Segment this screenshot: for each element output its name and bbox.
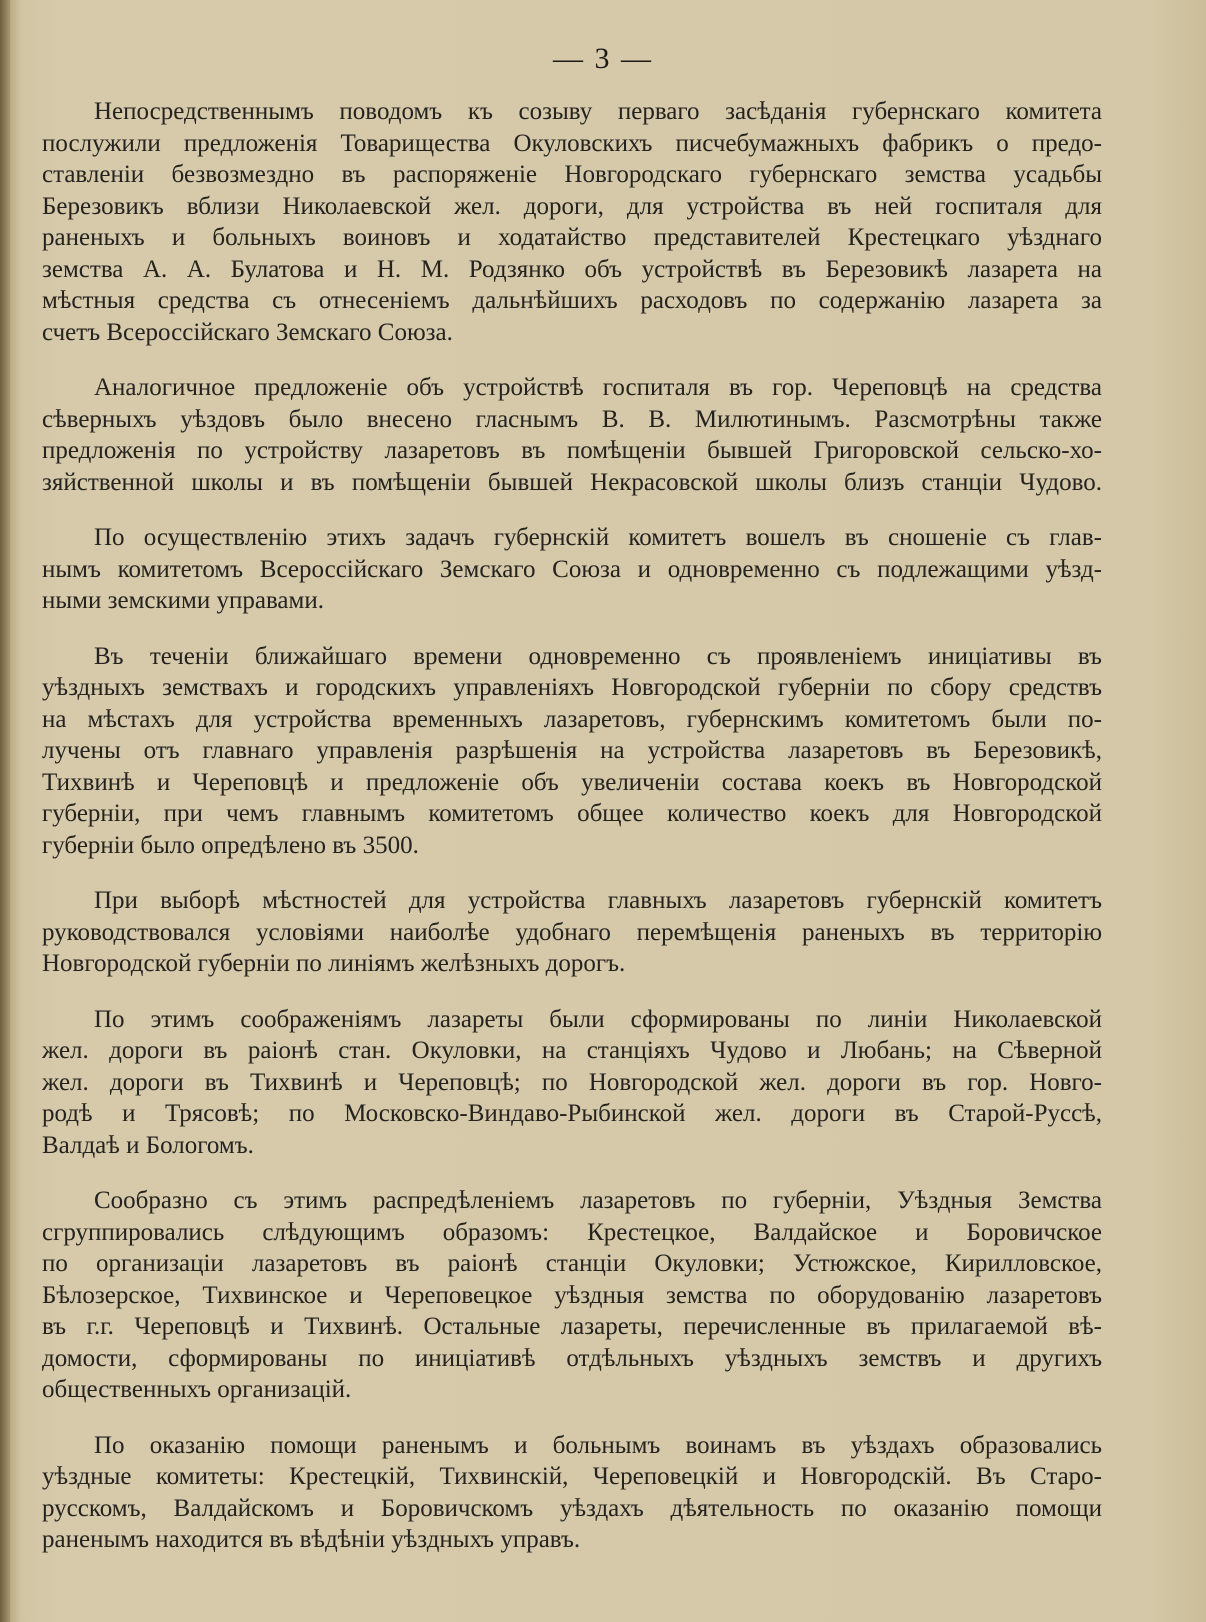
text-line: въ г.г. Череповцѣ и Тихвинѣ. Остальные лазареты, перечисленные въ прилагаемой вѣ- [42, 1313, 1102, 1340]
text-line: Валдаѣ и Бологомъ. [42, 1131, 254, 1159]
text-line: По оказанію помощи раненымъ и больнымъ воинамъ въ уѣздахъ образовались [94, 1431, 1102, 1459]
text-line: родѣ и Трясовѣ; по Московско-Виндаво-Рыбинской жел. дороги въ Старой-Руссѣ, [42, 1100, 1102, 1127]
text-line: русскомъ, Валдайскомъ и Боровичскомъ уѣздахъ дѣятельность по оказанію помощи [42, 1494, 1102, 1522]
text-line: лучены отъ главнаго управленія разрѣшенія на устройства лазаретовъ въ Березовикѣ, [42, 737, 1102, 764]
text-line: счетъ Всероссійскаго Земскаго Союза. [42, 318, 453, 346]
text-line: нымъ комитетомъ Всероссійскаго Земскаго Союза и одновременно съ подлежащими уѣзд- [42, 555, 1102, 583]
text-line: Въ теченіи ближайшаго времени одновременно съ проявленіемъ иниціативы въ [94, 642, 1102, 670]
text-line: на мѣстахъ для устройства временныхъ лазаретовъ, губернскимъ комитетомъ были по- [42, 705, 1102, 733]
text-line: Непосредственнымъ поводомъ къ созыву перваго засѣданія губернскаго комитета [94, 98, 1102, 125]
text-line: раненымъ находится въ вѣдѣніи уѣздныхъ управъ. [42, 1526, 581, 1553]
text-line: Березовикъ вблизи Николаевской жел. дороги, для устройства въ ней госпиталя для [42, 192, 1102, 220]
text-line: предложенія по устройству лазаретовъ въ помѣщеніи бывшей Григоровской сельско-хо- [42, 437, 1102, 464]
text-line: губерніи, при чемъ главнымъ комитетомъ общее количество коекъ для Новгородской [42, 800, 1102, 827]
paragraph-8 [42, 1430, 1102, 1556]
text-line: по организаціи лазаретовъ въ раіонѣ станціи Окуловки; Устюжское, Кирилловское, [42, 1250, 1102, 1277]
text-line: земства А. А. Булатова и Н. М. Родзянко объ устройствѣ въ Березовикѣ лазарета на [42, 255, 1102, 283]
text-line: сгруппировались слѣдующимъ образомъ: Крестецкое, Валдайское и Боровичское [42, 1218, 1102, 1246]
text-line: По осуществленію этихъ задачъ губернскій комитетъ вошелъ въ сношеніе съ глав- [94, 524, 1102, 551]
text-line: По этимъ соображеніямъ лазареты были сформированы по линіи Николаевской [94, 1005, 1102, 1033]
text-line: домости, сформированы по иниціативѣ отдѣльныхъ уѣздныхъ земствъ и другихъ [42, 1344, 1102, 1372]
text-line: ставленіи безвозмездно въ распоряженіе Новгородскаго губернскаго земства усадьбы [42, 161, 1102, 188]
text-line: При выборѣ мѣстностей для устройства главныхъ лазаретовъ губернскій комитетъ [94, 887, 1102, 914]
text-line: Бѣлозерское, Тихвинское и Череповецкое уѣздныя земства по оборудованію лазаретовъ [42, 1281, 1102, 1309]
page-number: — 3 — [553, 42, 653, 75]
text-line: Новгородской губерніи по линіямъ желѣзныхъ дорогъ. [42, 950, 626, 977]
text-line: сѣверныхъ уѣздовъ было внесено гласнымъ В. В. Милютинымъ. Разсмотрѣны также [42, 405, 1102, 433]
text-line: общественныхъ организацій. [42, 1376, 352, 1403]
text-line: жел. дороги въ Тихвинѣ и Череповцѣ; по Новгородской жел. дороги въ гор. Новго- [42, 1068, 1102, 1096]
text-line: Аналогичное предложеніе объ устройствѣ госпиталя въ гор. Череповцѣ на средства [94, 374, 1102, 401]
text-line: Тихвинѣ и Череповцѣ и предложеніе объ увеличеніи состава коекъ въ Новгородской [42, 768, 1102, 796]
text-line: уѣздные комитеты: Крестецкій, Тихвинскій, Череповецкій и Новгородскій. Въ Старо- [42, 1463, 1102, 1490]
text-line: послужили предложенія Товарищества Окуловскихъ писчебумажныхъ фабрикъ о предо- [42, 129, 1102, 157]
text-line: зяйственной школы и въ помѣщеніи бывшей Некрасовской школы близъ станціи Чудово. [42, 468, 1102, 496]
text-line: ными земскими управами. [42, 587, 324, 614]
text-line: уѣздныхъ земствахъ и городскихъ управленіяхъ Новгородской губерніи по сбору средствъ [42, 674, 1102, 701]
book-spine-shadow [0, 0, 10, 1622]
paragraph-7 [42, 1185, 1102, 1406]
body-text [42, 96, 1102, 1580]
paragraph-3 [42, 522, 1102, 617]
text-line: губерніи было опредѣлено въ 3500. [42, 831, 419, 859]
paragraph-4 [42, 641, 1102, 862]
paragraph-5 [42, 885, 1102, 980]
text-line: мѣстныя средства съ отнесеніемъ дальнѣйшихъ расходовъ по содержанію лазарета за [42, 287, 1102, 314]
text-line: жел. дороги въ раіонѣ стан. Окуловки, на станціяхъ Чудово и Любань; на Сѣверной [42, 1037, 1102, 1064]
paragraph-1 [42, 96, 1102, 348]
paragraph-2 [42, 372, 1102, 498]
paragraph-6 [42, 1004, 1102, 1162]
text-line: Сообразно съ этимъ распредѣленіемъ лазаретовъ по губерніи, Уѣздныя Земства [94, 1187, 1102, 1214]
text-line: раненыхъ и больныхъ воиновъ и ходатайство представителей Крестецкаго уѣзднаго [42, 224, 1102, 251]
text-line: руководствовался условіями наиболѣе удобнаго перемѣщенія раненыхъ въ территорію [42, 918, 1102, 946]
